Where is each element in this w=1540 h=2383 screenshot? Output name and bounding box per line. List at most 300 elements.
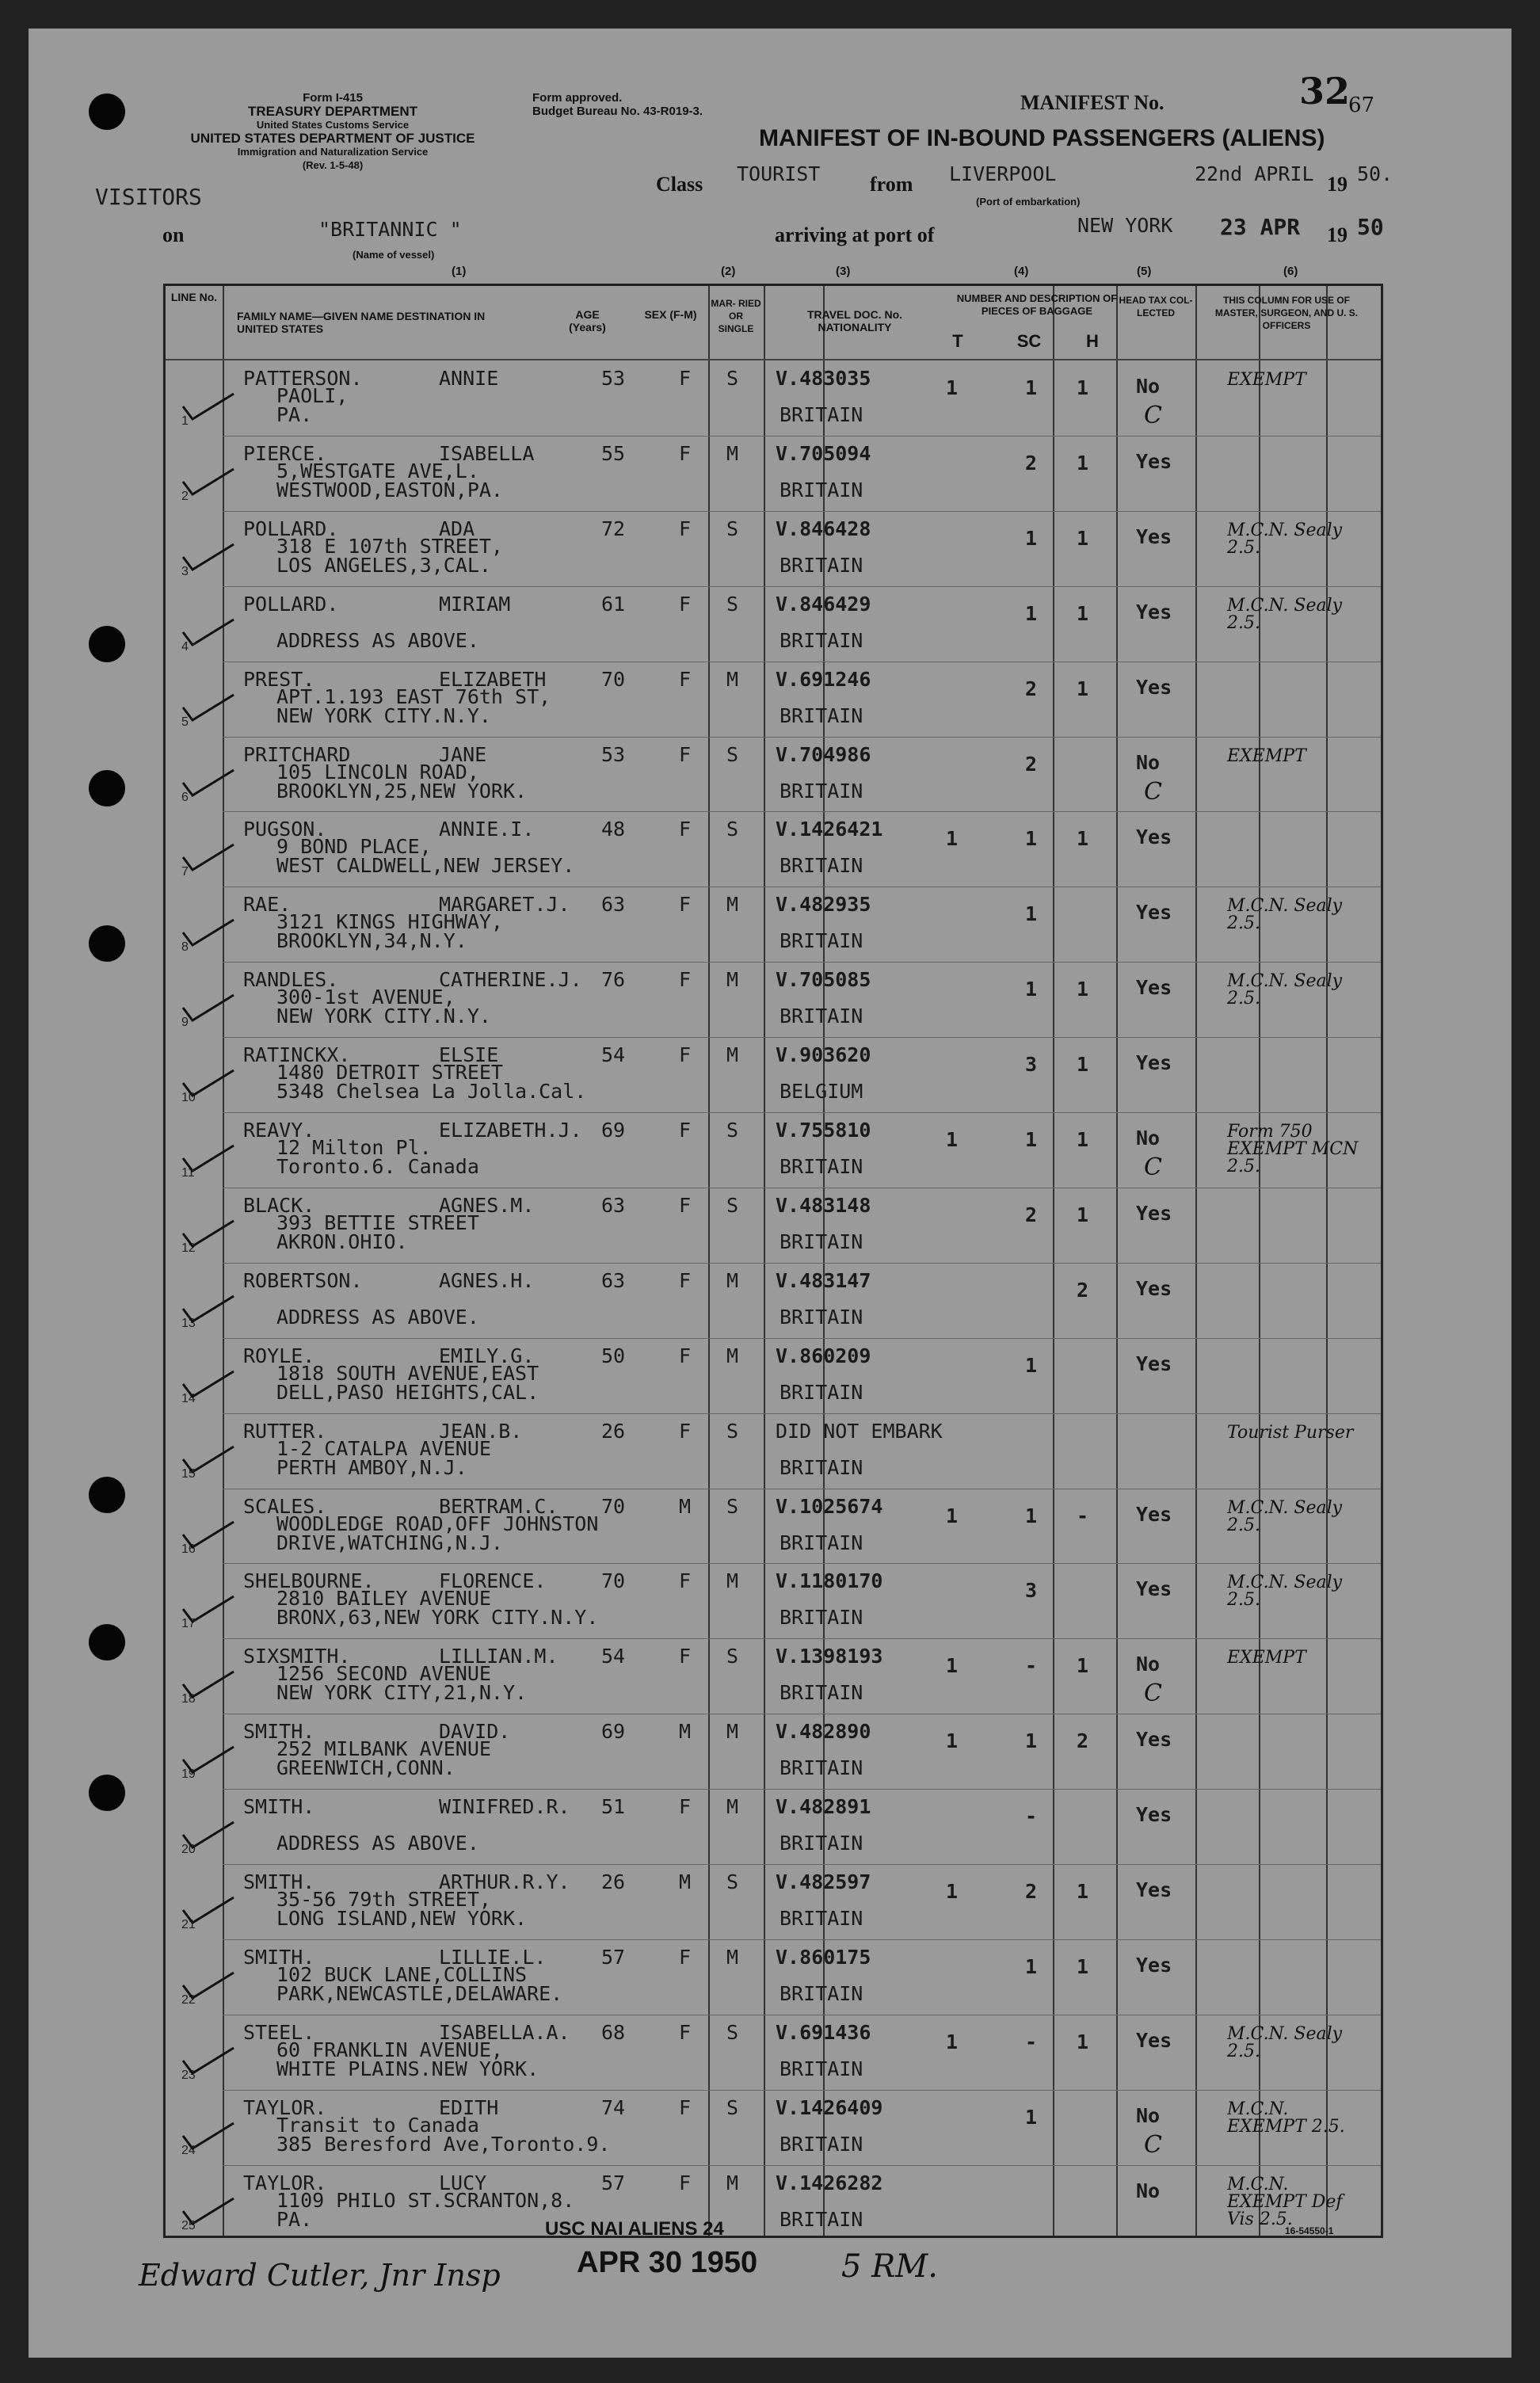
checkmark-icon	[181, 618, 237, 650]
form-approved: Form approved.	[532, 91, 623, 105]
marital-status: S	[726, 742, 739, 766]
checkmark-icon	[181, 843, 237, 875]
address-line-1: 35-56 79th STREET,	[276, 1888, 491, 1911]
departure-year-prefix: 19	[1327, 173, 1348, 196]
bag-sc: 1	[1025, 978, 1038, 1001]
given-name: ANNIE	[439, 367, 499, 390]
line-number: 21	[181, 1918, 196, 1931]
checkmark-icon	[181, 1520, 237, 1552]
age: 76	[601, 968, 626, 992]
bag-sc: 3	[1025, 1579, 1038, 1603]
bag-t: 1	[946, 1654, 959, 1678]
marital-status: M	[726, 1945, 739, 1969]
line-number: 13	[181, 1316, 196, 1330]
line-number: 9	[181, 1016, 189, 1030]
col-header-officers: THIS COLUMN FOR USE OF MASTER, SURGEON, AND U. S. OFFICERS	[1214, 295, 1359, 331]
nationality: BRITAIN	[780, 2057, 863, 2080]
table-row	[166, 1864, 1381, 1939]
sex: F	[679, 1795, 692, 1819]
bag-sc: 3	[1025, 1053, 1038, 1077]
marital-status: S	[726, 1419, 739, 1443]
travel-doc: V.860175	[776, 1945, 871, 1969]
given-name: ARTHUR.R.Y.	[439, 1870, 570, 1893]
class-label: Class	[656, 173, 703, 196]
bag-h: 1	[1077, 376, 1089, 399]
table-row	[166, 1789, 1381, 1864]
head-tax-mark: C	[1144, 402, 1162, 429]
family-name: POLLARD.	[243, 517, 339, 540]
line-number: 25	[181, 2218, 196, 2232]
address-line-1: PAOLI,	[276, 384, 349, 407]
head-tax: No	[1136, 375, 1161, 398]
address-line-1: 12 Milton Pl.	[276, 1136, 432, 1159]
family-name: RATINCKX.	[243, 1043, 351, 1067]
head-tax: No	[1136, 750, 1161, 774]
justice-dept: UNITED STATES DEPARTMENT OF JUSTICE	[190, 131, 475, 146]
line-number: 6	[181, 790, 189, 804]
travel-doc: V.705085	[776, 968, 871, 992]
travel-doc: V.846428	[776, 517, 871, 540]
given-name: JANE	[439, 742, 487, 766]
departure-date: 22nd APRIL	[1195, 162, 1314, 185]
head-tax: No	[1136, 2103, 1161, 2127]
family-name: ROYLE.	[243, 1344, 315, 1367]
bag-h: 1	[1077, 978, 1089, 1001]
col-header-baggage: NUMBER AND DESCRIPTION OF PIECES OF BAGGAGE	[956, 292, 1118, 317]
checkmark-icon	[181, 2046, 237, 2078]
address-line-1: 1-2 CATALPA AVENUE	[276, 1436, 491, 1460]
marital-status: M	[726, 667, 739, 691]
address-line-1: APT.1.193 EAST 76th ST,	[276, 684, 551, 708]
address-line-1: 1256 SECOND AVENUE	[276, 1662, 491, 1686]
sex: F	[679, 1945, 692, 1969]
col-header-bag-sc: SC	[1016, 331, 1042, 351]
address-line-1: 9 BOND PLACE,	[276, 835, 432, 859]
address-line-2: WESTWOOD,EASTON,PA.	[276, 478, 503, 501]
bag-h: 1	[1077, 1654, 1089, 1678]
travel-doc: V.1180170	[776, 1569, 883, 1593]
bag-sc: 1	[1025, 1729, 1038, 1753]
travel-doc: V.482935	[776, 893, 871, 917]
sex: F	[679, 2171, 692, 2194]
age: 26	[601, 1419, 626, 1443]
family-name: SMITH.	[243, 1870, 315, 1893]
checkmark-icon	[181, 1445, 237, 1477]
age: 26	[601, 1870, 626, 1893]
bag-h: 1	[1077, 601, 1089, 625]
table-row	[166, 1638, 1381, 1714]
bag-sc: 1	[1025, 376, 1038, 399]
marital-status: S	[726, 1494, 739, 1518]
age: 72	[601, 517, 626, 540]
checkmark-icon	[181, 2197, 237, 2229]
age: 55	[601, 441, 626, 465]
travel-doc: V.903620	[776, 1043, 871, 1067]
age: 53	[601, 742, 626, 766]
sex: F	[679, 1645, 692, 1668]
given-name: ISABELLA	[439, 441, 535, 465]
given-name: CATHERINE.J.	[439, 968, 582, 992]
officer-note: M.C.N. Sealy 2.5.	[1227, 971, 1343, 1009]
marital-status: S	[726, 1119, 739, 1142]
family-name: PIERCE.	[243, 441, 327, 465]
address-line-1: 300-1st AVENUE,	[276, 986, 456, 1009]
travel-doc: V.1426421	[776, 818, 883, 841]
bag-h: 1	[1077, 1954, 1089, 1978]
binder-hole	[89, 770, 125, 806]
binder-hole	[89, 1775, 125, 1811]
checkmark-icon	[181, 1745, 237, 1777]
head-tax: Yes	[1136, 449, 1172, 473]
officer-note: M.C.N. Sealy 2.5.	[1227, 1497, 1343, 1535]
bag-sc: 2	[1025, 1203, 1038, 1226]
marital-status: S	[726, 1193, 739, 1217]
form-number: Form I-415	[303, 91, 363, 105]
given-name: WINIFRED.R.	[439, 1795, 570, 1819]
form-approval	[532, 91, 703, 118]
given-name: AGNES.H.	[439, 1268, 535, 1292]
nationality: BRITAIN	[780, 1155, 863, 1178]
checkmark-icon	[181, 1294, 237, 1326]
footer-note: 5 RM.	[841, 2248, 938, 2285]
table-row	[166, 737, 1381, 812]
line-number: 1	[181, 414, 189, 428]
address-line-2: GREENWICH,CONN.	[276, 1756, 456, 1780]
immigration-service: Immigration and Naturalization Service	[237, 146, 429, 158]
binder-hole	[89, 1477, 125, 1513]
treasury-dept: TREASURY DEPARTMENT	[247, 104, 418, 119]
given-name: LUCY	[439, 2171, 487, 2194]
sex: F	[679, 968, 692, 992]
marital-status: S	[726, 517, 739, 540]
arriving-label: arriving at port of	[775, 223, 935, 246]
bag-t: 1	[946, 1504, 959, 1527]
checkmark-icon	[181, 1219, 237, 1251]
marital-status: S	[726, 1870, 739, 1893]
given-name: BERTRAM.C.	[439, 1494, 558, 1518]
sex: F	[679, 517, 692, 540]
nationality: BRITAIN	[780, 1981, 863, 2005]
address-line-1: Transit to Canada	[276, 2113, 479, 2137]
given-name: ISABELLA.A.	[439, 2020, 570, 2044]
marital-status: S	[726, 1645, 739, 1668]
age: 53	[601, 367, 626, 390]
col-header-travel-doc: TRAVEL DOC. No. NATIONALITY	[806, 308, 903, 334]
bag-sc: 2	[1025, 451, 1038, 475]
table-row	[166, 1112, 1381, 1188]
age: 51	[601, 1795, 626, 1819]
sex: F	[679, 1268, 692, 1292]
travel-doc: V.846429	[776, 592, 871, 616]
nationality: BRITAIN	[780, 628, 863, 652]
travel-doc: V.860209	[776, 1344, 871, 1367]
age: 57	[601, 2171, 626, 2194]
address-line-2: BRONX,63,NEW YORK CITY.N.Y.	[276, 1606, 599, 1630]
age: 70	[601, 1569, 626, 1593]
family-name: SHELBOURNE.	[243, 1569, 375, 1593]
address-line-2: PERTH AMBOY,N.J.	[276, 1455, 467, 1479]
head-tax: Yes	[1136, 1878, 1172, 1901]
table-row	[166, 662, 1381, 737]
checkmark-icon	[181, 768, 237, 800]
bag-t: 1	[946, 2030, 959, 2053]
checkmark-icon	[181, 1670, 237, 1702]
address-line-1: 1109 PHILO ST.SCRANTON,8.	[276, 2188, 575, 2212]
address-line-2: ADDRESS AS ABOVE.	[276, 628, 479, 652]
address-line-2: WEST CALDWELL,NEW JERSEY.	[276, 854, 575, 878]
bag-h: 1	[1077, 2030, 1089, 2053]
table-row	[166, 1489, 1381, 1564]
nationality: BRITAIN	[780, 1531, 863, 1554]
travel-doc: V.704986	[776, 742, 871, 766]
address-line-1: 318 E 107th STREET,	[276, 534, 503, 558]
bag-sc: 2	[1025, 677, 1038, 700]
family-name: SIXSMITH.	[243, 1645, 351, 1668]
bag-sc: 1	[1025, 827, 1038, 851]
family-name: RUTTER.	[243, 1419, 327, 1443]
address-line-1: 105 LINCOLN ROAD,	[276, 760, 479, 784]
address-line-1: WOODLEDGE ROAD,OFF JOHNSTON	[276, 1512, 599, 1535]
given-name: LILLIE.L.	[439, 1945, 547, 1969]
table-row	[166, 360, 1381, 436]
given-name: ELSIE	[439, 1043, 499, 1067]
bag-h: 1	[1077, 1128, 1089, 1151]
head-tax: Yes	[1136, 1051, 1172, 1075]
marital-status: S	[726, 2020, 739, 2044]
nationality: BRITAIN	[780, 553, 863, 577]
age: 54	[601, 1645, 626, 1668]
given-name: MARGARET.J.	[439, 893, 570, 917]
given-name: LILLIAN.M.	[439, 1645, 558, 1668]
line-number: 4	[181, 639, 189, 654]
given-name: ELIZABETH.J.	[439, 1119, 582, 1142]
nationality: BRITAIN	[780, 703, 863, 727]
officer-note: M.C.N. Sealy 2.5.	[1227, 595, 1343, 633]
family-name: TAYLOR.	[243, 2095, 327, 2119]
bag-sc: 1	[1025, 1353, 1038, 1377]
address-line-2: NEW YORK CITY.N.Y.	[276, 703, 491, 727]
family-name: PATTERSON.	[243, 367, 363, 390]
travel-doc: V.755810	[776, 1119, 871, 1142]
table-row	[166, 1714, 1381, 1789]
checkmark-icon	[181, 693, 237, 725]
arrival-date-stamp: 23 APR	[1220, 214, 1301, 240]
officer-note: M.C.N. EXEMPT Def Vis 2.5.	[1227, 2174, 1343, 2229]
marital-status: M	[726, 1795, 739, 1819]
checkmark-icon	[181, 993, 237, 1025]
visitors-label: VISITORS	[95, 184, 202, 210]
officer-note: EXEMPT	[1227, 370, 1306, 390]
head-tax: Yes	[1136, 675, 1172, 699]
address-line-1: 3121 KINGS HIGHWAY,	[276, 910, 503, 934]
age: 57	[601, 1945, 626, 1969]
table-row	[166, 436, 1381, 511]
nationality: BRITAIN	[780, 1606, 863, 1630]
marital-status: M	[726, 1720, 739, 1744]
bag-h: 1	[1077, 1203, 1089, 1226]
nationality: BRITAIN	[780, 478, 863, 501]
line-number: 2	[181, 489, 189, 503]
checkmark-icon	[181, 918, 237, 950]
family-name: RANDLES.	[243, 968, 339, 992]
line-number: 16	[181, 1542, 196, 1556]
line-number: 11	[181, 1166, 195, 1180]
vessel-caption: (Name of vessel)	[353, 249, 435, 261]
sex: F	[679, 1344, 692, 1367]
family-name: SMITH.	[243, 1795, 315, 1819]
family-name: RAE.	[243, 893, 292, 917]
marital-status: S	[726, 818, 739, 841]
customs-service: United States Customs Service	[256, 119, 410, 131]
on-label: on	[162, 223, 185, 246]
checkmark-icon	[181, 1370, 237, 1401]
travel-doc: V.482890	[776, 1720, 871, 1744]
sex: F	[679, 667, 692, 691]
address-line-2: DRIVE,WATCHING,N.J.	[276, 1531, 503, 1554]
address-line-2: PARK,NEWCASTLE,DELAWARE.	[276, 1981, 563, 2005]
head-tax-mark: C	[1144, 2130, 1162, 2159]
family-name: PUGSON.	[243, 818, 327, 841]
table-row	[166, 1939, 1381, 2015]
line-number: 7	[181, 865, 189, 879]
address-line-2: AKRON.OHIO.	[276, 1230, 408, 1253]
nationality: BRITAIN	[780, 1230, 863, 1253]
bag-t: 1	[946, 1880, 959, 1903]
column-number: (5)	[1137, 265, 1152, 278]
revision-date: (Rev. 1-5-48)	[302, 159, 364, 171]
given-name: FLORENCE.	[439, 1569, 547, 1593]
given-name: EMILY.G.	[439, 1344, 535, 1367]
sex: F	[679, 441, 692, 465]
given-name: ANNIE.I.	[439, 818, 535, 841]
marital-status: S	[726, 367, 739, 390]
line-number: 14	[181, 1391, 196, 1405]
sex: M	[679, 1720, 692, 1744]
head-tax-mark: C	[1144, 1153, 1162, 1181]
nationality: BRITAIN	[780, 779, 863, 803]
bag-h: 1	[1077, 827, 1089, 851]
class-value: TOURIST	[737, 162, 821, 185]
col-header-line-no: LINE No.	[170, 291, 218, 303]
bag-sc: 1	[1025, 1504, 1038, 1527]
officer-note: Tourist Purser	[1227, 1422, 1354, 1443]
address-line-2: ADDRESS AS ABOVE.	[276, 1832, 479, 1855]
officer-note: M.C.N. Sealy 2.5.	[1227, 1573, 1343, 1611]
bag-t: 1	[946, 1128, 959, 1151]
travel-doc: DID NOT EMBARK	[776, 1419, 943, 1443]
sex: M	[679, 1870, 692, 1893]
bag-sc: 1	[1025, 601, 1038, 625]
bag-h: 1	[1077, 526, 1089, 550]
sex: F	[679, 1119, 692, 1142]
binder-hole	[89, 626, 125, 662]
nationality: BRITAIN	[780, 1380, 863, 1404]
marital-status: M	[726, 441, 739, 465]
age: 74	[601, 2095, 626, 2119]
marital-status: M	[726, 893, 739, 917]
line-number: 24	[181, 2143, 196, 2157]
checkmark-icon	[181, 2122, 237, 2153]
sex: F	[679, 2095, 692, 2119]
head-tax: Yes	[1136, 1352, 1172, 1375]
page-title: MANIFEST OF IN-BOUND PASSENGERS (ALIENS)	[759, 125, 1325, 151]
address-line-1: 60 FRANKLIN AVENUE,	[276, 2038, 503, 2061]
age: 61	[601, 592, 626, 616]
binder-hole	[89, 1624, 125, 1660]
bag-t: 1	[946, 1729, 959, 1753]
address-line-1: 5,WESTGATE AVE,L.	[276, 459, 479, 482]
age: 63	[601, 1268, 626, 1292]
nationality: BRITAIN	[780, 1907, 863, 1930]
budget-bureau: Budget Bureau No. 43-R019-3.	[532, 105, 703, 118]
address-line-2: DELL,PASO HEIGHTS,CAL.	[276, 1380, 539, 1404]
head-tax: No	[1136, 2179, 1161, 2202]
family-name: SCALES.	[243, 1494, 327, 1518]
port-of-embarkation: LIVERPOOL	[949, 162, 1057, 185]
col-header-bag-h: H	[1086, 331, 1099, 351]
address-line-1: 102 BUCK LANE,COLLINS	[276, 1962, 528, 1986]
manifest-no-label: MANIFEST No.	[1020, 91, 1165, 114]
travel-doc: V.482891	[776, 1795, 871, 1819]
line-number: 23	[181, 2068, 196, 2082]
bag-h: 1	[1077, 1053, 1089, 1077]
travel-doc: V.705094	[776, 441, 871, 465]
table-row	[166, 1338, 1381, 1413]
age: 70	[601, 1494, 626, 1518]
marital-status: S	[726, 592, 739, 616]
nationality: BRITAIN	[780, 1681, 863, 1705]
col-header-age: AGE (Years)	[569, 308, 606, 334]
head-tax: Yes	[1136, 1276, 1172, 1300]
head-tax: Yes	[1136, 901, 1172, 925]
nationality: BRITAIN	[780, 1832, 863, 1855]
head-tax: No	[1136, 1127, 1161, 1150]
family-name: BLACK.	[243, 1193, 315, 1217]
age: 50	[601, 1344, 626, 1367]
line-number: 8	[181, 940, 189, 955]
checkmark-icon	[181, 1069, 237, 1100]
arrival-year-prefix: 19	[1327, 223, 1348, 246]
address-line-2: 385 Beresford Ave,Toronto.9.	[276, 2132, 611, 2156]
age: 48	[601, 818, 626, 841]
family-name: ROBERTSON.	[243, 1268, 363, 1292]
sex: F	[679, 367, 692, 390]
head-tax-mark: C	[1144, 1680, 1162, 1708]
bag-h: 1	[1077, 1880, 1089, 1903]
nationality: BRITAIN	[780, 1756, 863, 1780]
officer-note: EXEMPT	[1227, 745, 1306, 766]
table-row	[166, 2015, 1381, 2090]
address-line-2: ADDRESS AS ABOVE.	[276, 1305, 479, 1329]
given-name: AGNES.M.	[439, 1193, 535, 1217]
marital-status: M	[726, 1344, 739, 1367]
officer-note: M.C.N. Sealy 2.5.	[1227, 896, 1343, 934]
table-row	[166, 1413, 1381, 1489]
travel-doc: V.483147	[776, 1268, 871, 1292]
given-name: DAVID.	[439, 1720, 511, 1744]
address-line-2: PA.	[276, 403, 313, 426]
age: 63	[601, 1193, 626, 1217]
head-tax: Yes	[1136, 1201, 1172, 1225]
head-tax: Yes	[1136, 1502, 1172, 1526]
column-number: (1)	[452, 265, 467, 278]
bag-h: 2	[1077, 1278, 1089, 1302]
sex: F	[679, 1043, 692, 1067]
address-line-2: NEW YORK CITY.N.Y.	[276, 1005, 491, 1028]
address-line-1: 252 MILBANK AVENUE	[276, 1737, 491, 1761]
travel-doc: V.483035	[776, 367, 871, 390]
address-line-2: 5348 Chelsea La Jolla.Cal.	[276, 1080, 587, 1104]
